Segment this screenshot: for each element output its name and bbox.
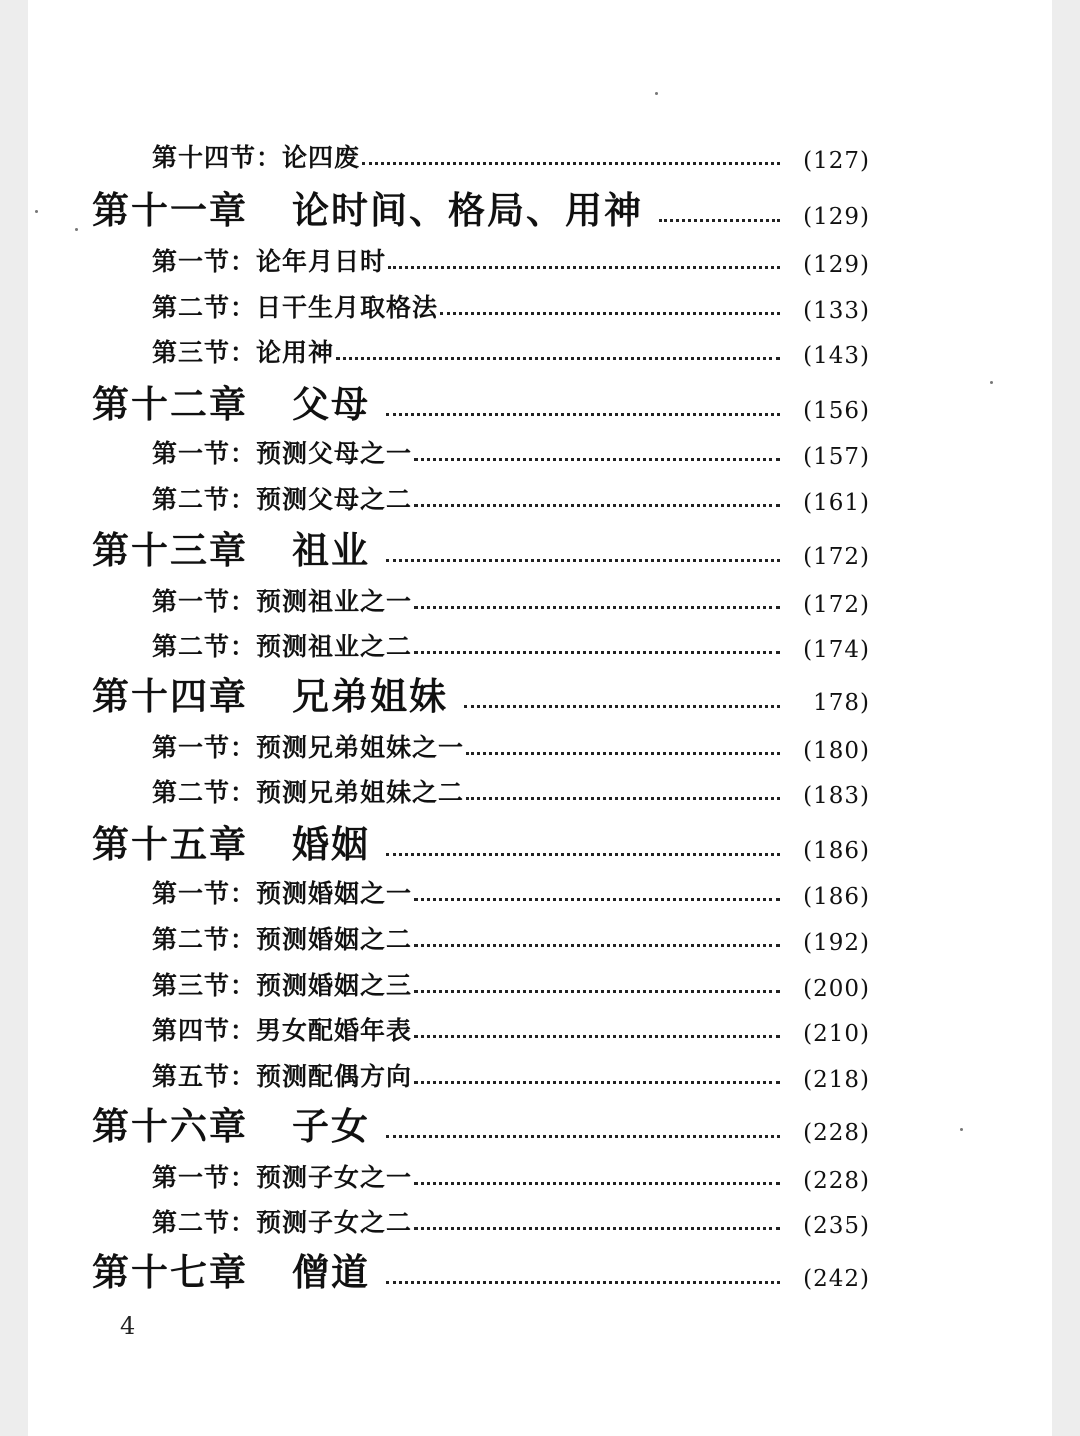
section-number: 第二节：: [152, 925, 257, 954]
page-number: 4: [120, 1312, 136, 1340]
page-reference: (210): [803, 1021, 870, 1047]
page-reference: (172): [803, 544, 870, 570]
section-title: 论用神: [256, 338, 335, 367]
scan-speck: [990, 381, 993, 384]
page-reference: (127): [803, 148, 870, 174]
section-title: 论四废: [282, 143, 361, 172]
toc-chapter-entry: [92, 822, 870, 868]
dot-leader: [414, 898, 780, 901]
page-reference: (192): [803, 930, 870, 956]
toc-section-entry: [152, 1160, 870, 1194]
section-number: 第二节：: [152, 632, 257, 661]
page-reference: (180): [803, 738, 870, 764]
chapter-number: 第十二章: [92, 382, 248, 426]
toc-chapter-entry: [92, 382, 870, 428]
section-title: 预测子女之一: [256, 1163, 413, 1192]
toc-section-entry: [152, 968, 870, 1002]
dot-leader: [414, 1227, 780, 1230]
dot-leader: [386, 1281, 780, 1284]
toc-section-entry: [152, 730, 870, 764]
page-reference: (235): [803, 1213, 870, 1239]
chapter-title: 僧道: [292, 1250, 370, 1294]
chapter-number: 第十六章: [92, 1104, 248, 1148]
section-title: 预测子女之二: [256, 1208, 413, 1237]
chapter-number: 第十四章: [92, 674, 248, 718]
dot-leader: [386, 1135, 780, 1138]
dot-leader: [386, 413, 780, 416]
section-number: 第五节：: [152, 1062, 257, 1091]
toc-section-entry: [152, 140, 870, 174]
toc-section-entry: [152, 244, 870, 278]
dot-leader: [414, 606, 780, 609]
section-title: 预测配偶方向: [256, 1062, 413, 1091]
dot-leader: [414, 1081, 780, 1084]
page-reference: (172): [803, 592, 870, 618]
section-number: 第十四节：: [152, 143, 283, 172]
page-reference: (186): [803, 838, 870, 864]
page-reference: (156): [803, 398, 870, 424]
page-reference: (218): [803, 1067, 870, 1093]
section-number: 第一节：: [152, 879, 257, 908]
section-number: 第一节：: [152, 247, 257, 276]
section-number: 第二节：: [152, 293, 257, 322]
page-reference: (183): [803, 783, 870, 809]
section-title: 预测父母之二: [256, 485, 413, 514]
section-title: 预测婚姻之三: [256, 971, 413, 1000]
section-title: 预测祖业之一: [256, 587, 413, 616]
dot-leader: [466, 797, 780, 800]
dot-leader: [659, 219, 780, 222]
dot-leader: [386, 559, 780, 562]
toc-section-entry: [152, 290, 870, 324]
chapter-number: 第十七章: [92, 1250, 248, 1294]
section-title: 预测婚姻之二: [256, 925, 413, 954]
toc-chapter-entry: [92, 1104, 870, 1150]
page-reference: (143): [803, 343, 870, 369]
chapter-title: 父母: [292, 382, 370, 426]
section-number: 第一节：: [152, 587, 257, 616]
page-reference: (174): [803, 637, 870, 663]
dot-leader: [388, 266, 780, 269]
dot-leader: [466, 752, 780, 755]
section-title: 男女配婚年表: [256, 1016, 413, 1045]
toc-chapter-entry: [92, 188, 870, 234]
page-reference: (228): [803, 1120, 870, 1146]
section-title: 预测祖业之二: [256, 632, 413, 661]
page-reference: (200): [803, 976, 870, 1002]
toc-section-entry: [152, 584, 870, 618]
page-reference: (186): [803, 884, 870, 910]
chapter-title: 兄弟姐妹: [292, 674, 448, 718]
scan-speck: [960, 1128, 963, 1131]
dot-leader: [414, 458, 780, 461]
dot-leader: [414, 651, 780, 654]
dot-leader: [336, 357, 780, 360]
scan-speck: [75, 228, 78, 231]
toc-section-entry: [152, 1013, 870, 1047]
section-number: 第三节：: [152, 338, 257, 367]
page-reference: (228): [803, 1168, 870, 1194]
toc-chapter-entry: [92, 1250, 870, 1296]
scan-speck: [35, 210, 38, 213]
chapter-title: 祖业: [292, 528, 370, 572]
section-title: 预测婚姻之一: [256, 879, 413, 908]
toc-section-entry: [152, 436, 870, 470]
dot-leader: [414, 1035, 780, 1038]
section-number: 第二节：: [152, 485, 257, 514]
section-number: 第四节：: [152, 1016, 257, 1045]
chapter-title: 子女: [292, 1104, 370, 1148]
section-number: 第一节：: [152, 733, 257, 762]
section-title: 预测兄弟姐妹之一: [256, 733, 465, 762]
page-reference: (129): [803, 204, 870, 230]
toc-chapter-entry: [92, 528, 870, 574]
dot-leader: [386, 853, 780, 856]
dot-leader: [414, 1182, 780, 1185]
section-number: 第三节：: [152, 971, 257, 1000]
chapter-number: 第十一章: [92, 188, 248, 232]
page-reference: (129): [803, 252, 870, 278]
toc-section-entry: [152, 482, 870, 516]
section-number: 第一节：: [152, 1163, 257, 1192]
dot-leader: [362, 162, 780, 165]
dot-leader: [440, 312, 780, 315]
toc-section-entry: [152, 629, 870, 663]
page-reference: (161): [803, 490, 870, 516]
chapter-title: 婚姻: [292, 822, 370, 866]
chapter-number: 第十五章: [92, 822, 248, 866]
section-title: 日干生月取格法: [256, 293, 439, 322]
section-title: 预测父母之一: [256, 439, 413, 468]
toc-section-entry: [152, 1205, 870, 1239]
section-title: 论年月日时: [256, 247, 387, 276]
section-number: 第二节：: [152, 778, 257, 807]
toc-section-entry: [152, 876, 870, 910]
dot-leader: [414, 990, 780, 993]
section-number: 第二节：: [152, 1208, 257, 1237]
page-reference: 178): [813, 690, 870, 716]
chapter-title: 论时间、格局、用神: [292, 188, 643, 232]
page-reference: (242): [803, 1266, 870, 1292]
section-title: 预测兄弟姐妹之二: [256, 778, 465, 807]
dot-leader: [414, 944, 780, 947]
toc-chapter-entry: [92, 674, 870, 720]
page-reference: (157): [803, 444, 870, 470]
dot-leader: [464, 705, 780, 708]
toc-section-entry: [152, 922, 870, 956]
toc-section-entry: [152, 1059, 870, 1093]
scan-speck: [655, 92, 658, 95]
section-number: 第一节：: [152, 439, 257, 468]
page-reference: (133): [803, 298, 870, 324]
toc-section-entry: [152, 775, 870, 809]
dot-leader: [414, 504, 780, 507]
chapter-number: 第十三章: [92, 528, 248, 572]
toc-section-entry: [152, 335, 870, 369]
